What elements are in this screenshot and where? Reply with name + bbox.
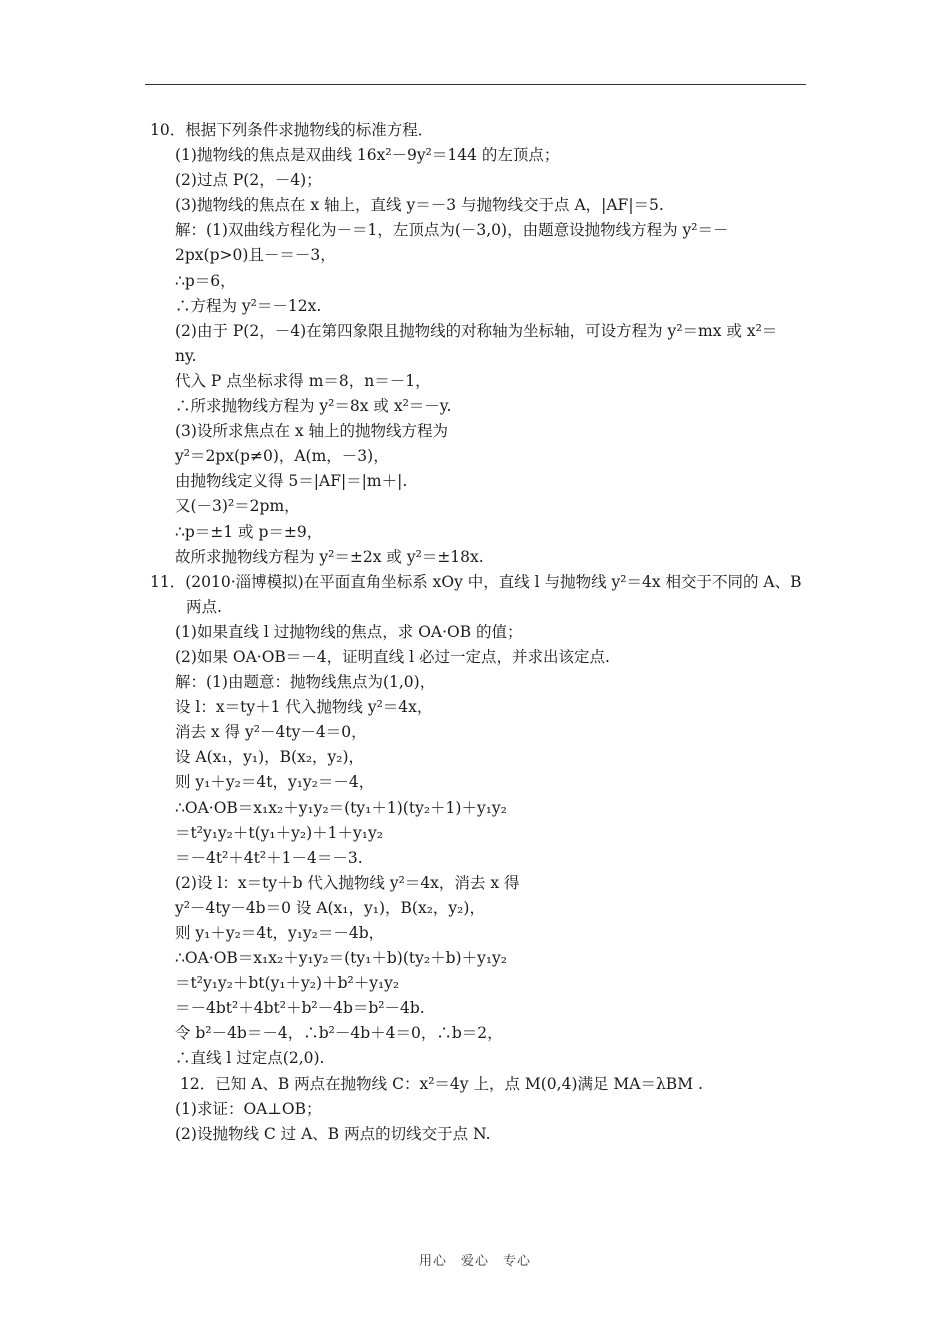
text-line: 解：(1)由题意：抛物线焦点为(1,0)，: [175, 673, 436, 692]
text-line: 设 A(x₁，y₁)，B(x₂，y₂)，: [175, 748, 365, 767]
text-line: ＝－4bt²＋4bt²＋b²－4b＝b²－4b.: [175, 999, 425, 1018]
text-line: ny.: [175, 346, 197, 365]
text-line: y²－4ty－4b＝0 设 A(x₁，y₁)，B(x₂，y₂)，: [175, 898, 485, 917]
text-line: (2)设抛物线 C 过 A、B 两点的切线交于点 N.: [175, 1124, 491, 1143]
text-line: (2)过点 P(2，－4)；: [175, 171, 322, 190]
text-line: (1)抛物线的焦点是双曲线 16x²－9y²＝144 的左顶点；: [175, 146, 560, 165]
text-line: 故所求抛物线方程为 y²＝±2x 或 y²＝±18x.: [175, 547, 484, 566]
text-line: 由抛物线定义得 5＝|AF|＝|m＋|.: [175, 472, 408, 491]
text-line: 消去 x 得 y²－4ty－4＝0，: [175, 723, 367, 742]
text-line: 12．已知 A、B 两点在抛物线 C：x²＝4y 上，点 M(0,4)满足 MA＝λBM .: [180, 1074, 703, 1093]
text-line: 令 b²－4b＝－4，∴b²－4b＋4＝0，∴b＝2，: [175, 1024, 503, 1043]
document-body: [150, 118, 820, 1147]
text-line: (3)设所求焦点在 x 轴上的抛物线方程为: [175, 422, 449, 441]
text-line: ∴OA·OB＝x₁x₂＋y₁y₂＝(ty₁＋1)(ty₂＋1)＋y₁y₂: [175, 798, 507, 817]
text-line: 两点.: [186, 597, 222, 616]
text-line: 则 y₁＋y₂＝4t，y₁y₂＝－4，: [175, 773, 375, 792]
text-line: 又(－3)²＝2pm，: [175, 497, 300, 516]
text-line: (2)如果 OA·OB＝－4，证明直线 l 必过一定点，并求出该定点.: [175, 647, 610, 666]
text-line: ∴方程为 y²＝－12x.: [175, 296, 322, 315]
text-line: ∴p＝6，: [175, 271, 236, 290]
text-line: 11．(2010·淄博模拟)在平面直角坐标系 xOy 中，直线 l 与抛物线 y²＝4x 相交于不同的 A、B: [150, 572, 802, 591]
text-line: (1)求证：OA⊥OB；: [175, 1099, 322, 1118]
text-line: 则 y₁＋y₂＝4t，y₁y₂＝－4b，: [175, 924, 385, 942]
text-line: (2)由于 P(2，－4)在第四象限且抛物线的对称轴为坐标轴，可设方程为 y²＝mx 或 x²＝: [175, 321, 778, 340]
text-line: ∴p＝±1 或 p＝±9，: [175, 522, 323, 541]
text-line: ＝t²y₁y₂＋t(y₁＋y₂)＋1＋y₁y₂: [175, 823, 383, 842]
text-line: 10．根据下列条件求抛物线的标准方程．: [150, 121, 434, 139]
text-line: ＝t²y₁y₂＋bt(y₁＋y₂)＋b²＋y₁y₂: [175, 974, 400, 993]
text-line: 设 l：x＝ty＋1 代入抛物线 y²＝4x，: [175, 698, 433, 717]
text-line: ∴OA·OB＝x₁x₂＋y₁y₂＝(ty₁＋b)(ty₂＋b)＋y₁y₂: [175, 949, 508, 968]
header-rule: [145, 84, 806, 85]
text-line: y²＝2px(p≠0)，A(m，－3)，: [175, 447, 389, 466]
text-line: 代入 P 点坐标求得 m＝8，n＝－1，: [175, 371, 431, 390]
text-line: 2px(p>0)且－＝－3，: [175, 246, 336, 265]
text-line: (1)如果直线 l 过抛物线的焦点，求 OA·OB 的值；: [175, 622, 523, 641]
text-line: ∴所求抛物线方程为 y²＝8x 或 x²＝－y.: [175, 397, 452, 416]
text-line: ＝－4t²＋4t²＋1－4＝－3.: [175, 848, 363, 867]
page-footer: 用心 爱心 专心: [418, 1254, 531, 1269]
text-line: ∴直线 l 过定点(2,0).: [175, 1049, 325, 1068]
text-line: (3)抛物线的焦点在 x 轴上，直线 y＝－3 与抛物线交于点 A，|AF|＝5.: [175, 196, 664, 215]
text-line: 解：(1)双曲线方程化为－＝1，左顶点为(－3,0)，由题意设抛物线方程为 y²＝－: [175, 221, 729, 240]
text-line: (2)设 l：x＝ty＋b 代入抛物线 y²＝4x，消去 x 得: [175, 873, 520, 892]
